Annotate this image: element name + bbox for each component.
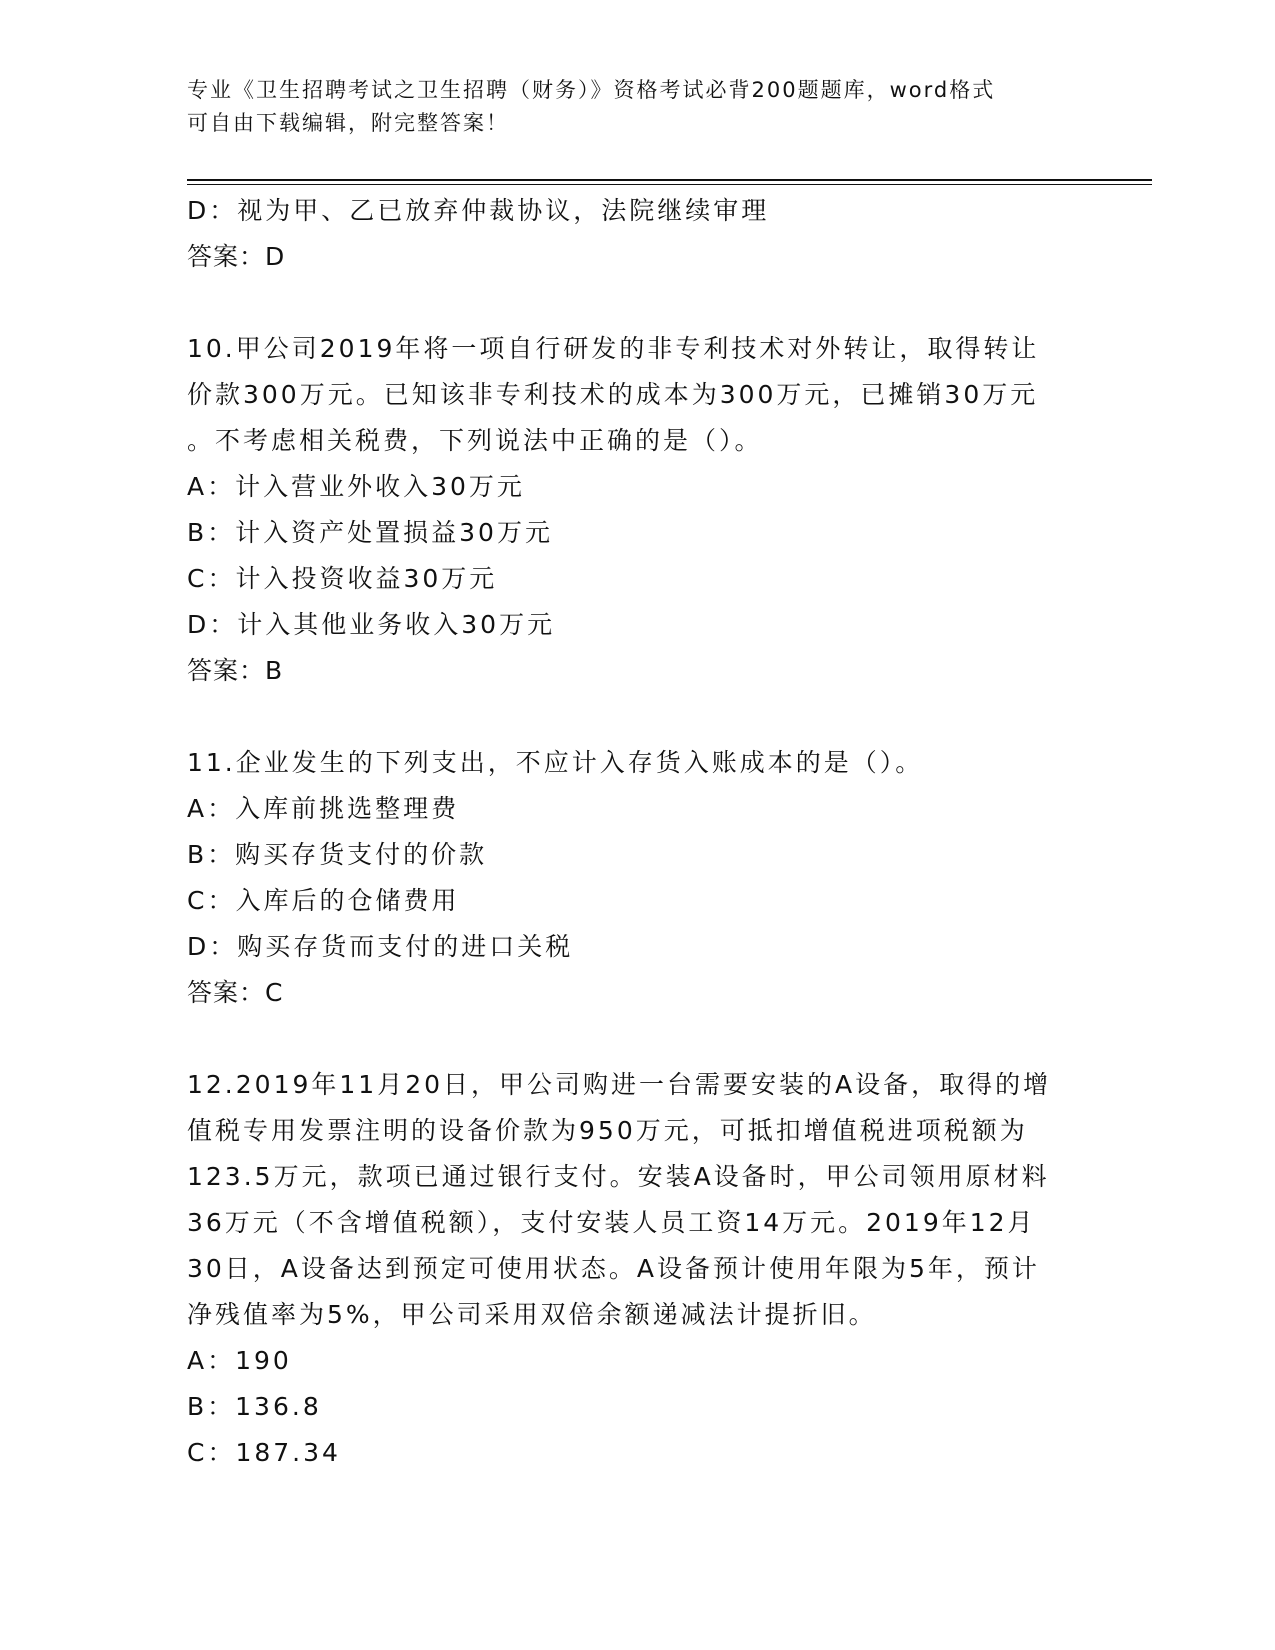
question-stem-line: 净残值率为5%，甲公司采用双倍余额递减法计提折旧。: [187, 1300, 877, 1329]
option-c: C：计入投资收益30万元: [187, 564, 498, 593]
option-d: D：视为甲、乙已放弃仲裁协议，法院继续审理: [187, 196, 770, 225]
answer-line: 答案：D: [187, 242, 286, 271]
answer-line: 答案：B: [187, 656, 284, 685]
option-d: D：购买存货而支付的进口关税: [187, 932, 574, 961]
option-a: A：计入营业外收入30万元: [187, 472, 525, 501]
question-11: [187, 740, 1087, 1016]
header-line-1: 专业《卫生招聘考试之卫生招聘（财务）》资格考试必背200题题库，word格式: [187, 78, 996, 102]
option-b: B：购买存货支付的价款: [187, 840, 488, 869]
question-stem-line: 10.甲公司2019年将一项自行研发的非专利技术对外转让，取得转让: [187, 334, 1040, 363]
spacer: [187, 1016, 1087, 1062]
option-c: C：入库后的仓储费用: [187, 886, 460, 915]
question-stem-line: 36万元（不含增值税额），支付安装人员工资14万元。2019年12月: [187, 1208, 1036, 1237]
option-a: A：190: [187, 1346, 292, 1375]
question-stem-line: 。不考虑相关税费，下列说法中正确的是（）。: [187, 426, 763, 455]
question-stem-line: 123.5万元，款项已通过银行支付。安装A设备时，甲公司领用原材料: [187, 1162, 1050, 1191]
question-stem-line: 价款300万元。已知该非专利技术的成本为300万元，已摊销30万元: [187, 380, 1039, 409]
question-stem-line: 30日，A设备达到预定可使用状态。A设备预计使用年限为5年，预计: [187, 1254, 1040, 1283]
question-12: [187, 1062, 1087, 1476]
answer-line: 答案：C: [187, 978, 284, 1007]
header-line-2: 可自由下载编辑，附完整答案！: [187, 111, 509, 135]
option-b: B：计入资产处置损益30万元: [187, 518, 553, 547]
question-stem-line: 11.企业发生的下列支出，不应计入存货入账成本的是（）。: [187, 748, 924, 777]
question-10: [187, 326, 1087, 694]
page-header: [187, 74, 1067, 140]
option-b: B：136.8: [187, 1392, 322, 1421]
question-content: [187, 188, 1087, 1476]
option-c: C：187.34: [187, 1438, 341, 1467]
option-a: A：入库前挑选整理费: [187, 794, 460, 823]
option-d: D：计入其他业务收入30万元: [187, 610, 556, 639]
spacer: [187, 694, 1087, 740]
header-rule-thin: [187, 184, 1152, 185]
header-rule-thick: [187, 179, 1152, 181]
question-stem-line: 12.2019年11月20日，甲公司购进一台需要安装的A设备，取得的增: [187, 1070, 1052, 1099]
question-stem-line: 值税专用发票注明的设备价款为950万元，可抵扣增值税进项税额为: [187, 1116, 1028, 1145]
spacer: [187, 280, 1087, 326]
